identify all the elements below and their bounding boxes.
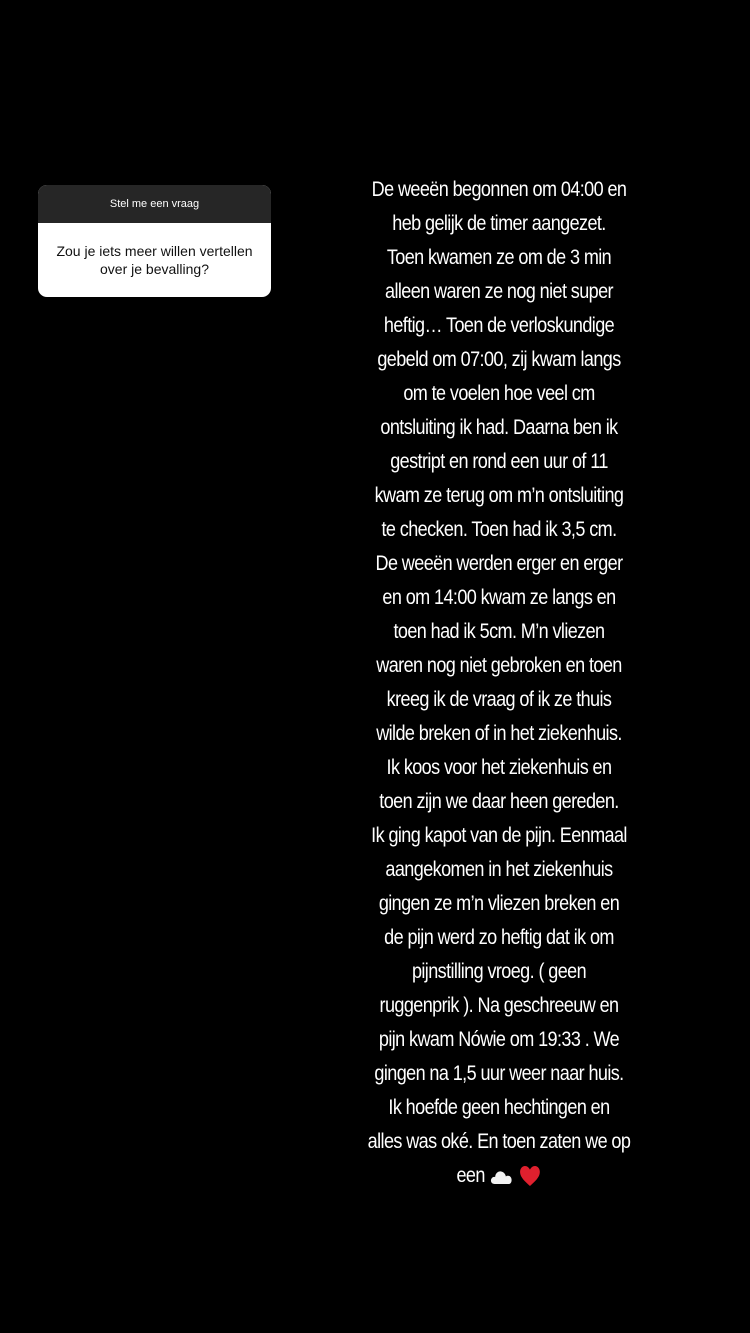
- answer-line: te checken. Toen had ik 3,5 cm.: [381, 518, 617, 541]
- answer-line: heftig… Toen de verloskundige: [383, 314, 615, 337]
- answer-line: pijnstilling vroeg. ( geen: [411, 960, 587, 983]
- answer-line: toen zijn we daar heen gereden.: [379, 790, 619, 813]
- heart-icon: [519, 1164, 541, 1188]
- cloud-icon: [490, 1167, 514, 1185]
- question-sticker[interactable]: [38, 185, 271, 297]
- answer-line: kwam ze terug om m’n ontsluiting: [374, 484, 624, 507]
- answer-line: kreeg ik de vraag of ik ze thuis: [386, 688, 612, 711]
- answer-line: Ik koos voor het ziekenhuis en: [386, 756, 612, 779]
- answer-line: heb gelijk de timer aangezet.: [392, 212, 606, 235]
- emoji-row: [456, 1159, 541, 1193]
- answer-line: alleen waren ze nog niet super: [385, 280, 613, 303]
- answer-line-last: [362, 1159, 635, 1193]
- answer-line: De weeën werden erger en erger: [375, 552, 623, 575]
- answer-line: de pijn werd zo heftig dat ik om: [384, 926, 614, 949]
- answer-line: gingen ze m’n vliezen breken en: [378, 892, 620, 915]
- answer-line: De weeën begonnen om 04:00 en: [371, 178, 627, 201]
- answer-line: Ik hoefde geen hechtingen en: [388, 1096, 610, 1119]
- answer-text: [362, 173, 635, 1193]
- answer-line: gestript en rond een uur of 11: [390, 450, 608, 473]
- answer-line: gebeld om 07:00, zij kwam langs: [377, 348, 621, 371]
- answer-line: wilde breken of in het ziekenhuis.: [376, 722, 622, 745]
- answer-line: ontsluiting ik had. Daarna ben ik: [380, 416, 618, 439]
- answer-line: Ik ging kapot van de pijn. Eenmaal: [371, 824, 627, 847]
- answer-line: om te voelen hoe veel cm: [403, 382, 595, 405]
- answer-line: waren nog niet gebroken en toen: [376, 654, 622, 677]
- answer-line: toen had ik 5cm. M’n vliezen: [393, 620, 605, 643]
- question-sticker-header: Stel me een vraag: [38, 185, 271, 223]
- question-sticker-question: Zou je iets meer willen vertellen over je bevalling?: [56, 243, 253, 277]
- answer-line: alles was oké. En toen zaten we op: [367, 1130, 631, 1153]
- answer-line: ruggenprik ). Na geschreeuw en: [379, 994, 619, 1017]
- answer-last-text: een: [456, 1164, 485, 1188]
- answer-line: Toen kwamen ze om de 3 min: [386, 246, 612, 269]
- answer-line: en om 14:00 kwam ze langs en: [382, 586, 616, 609]
- answer-line: pijn kwam Nówie om 19:33 . We: [378, 1028, 620, 1051]
- answer-line: aangekomen in het ziekenhuis: [385, 858, 613, 881]
- answer-line: gingen na 1,5 uur weer naar huis.: [374, 1062, 624, 1085]
